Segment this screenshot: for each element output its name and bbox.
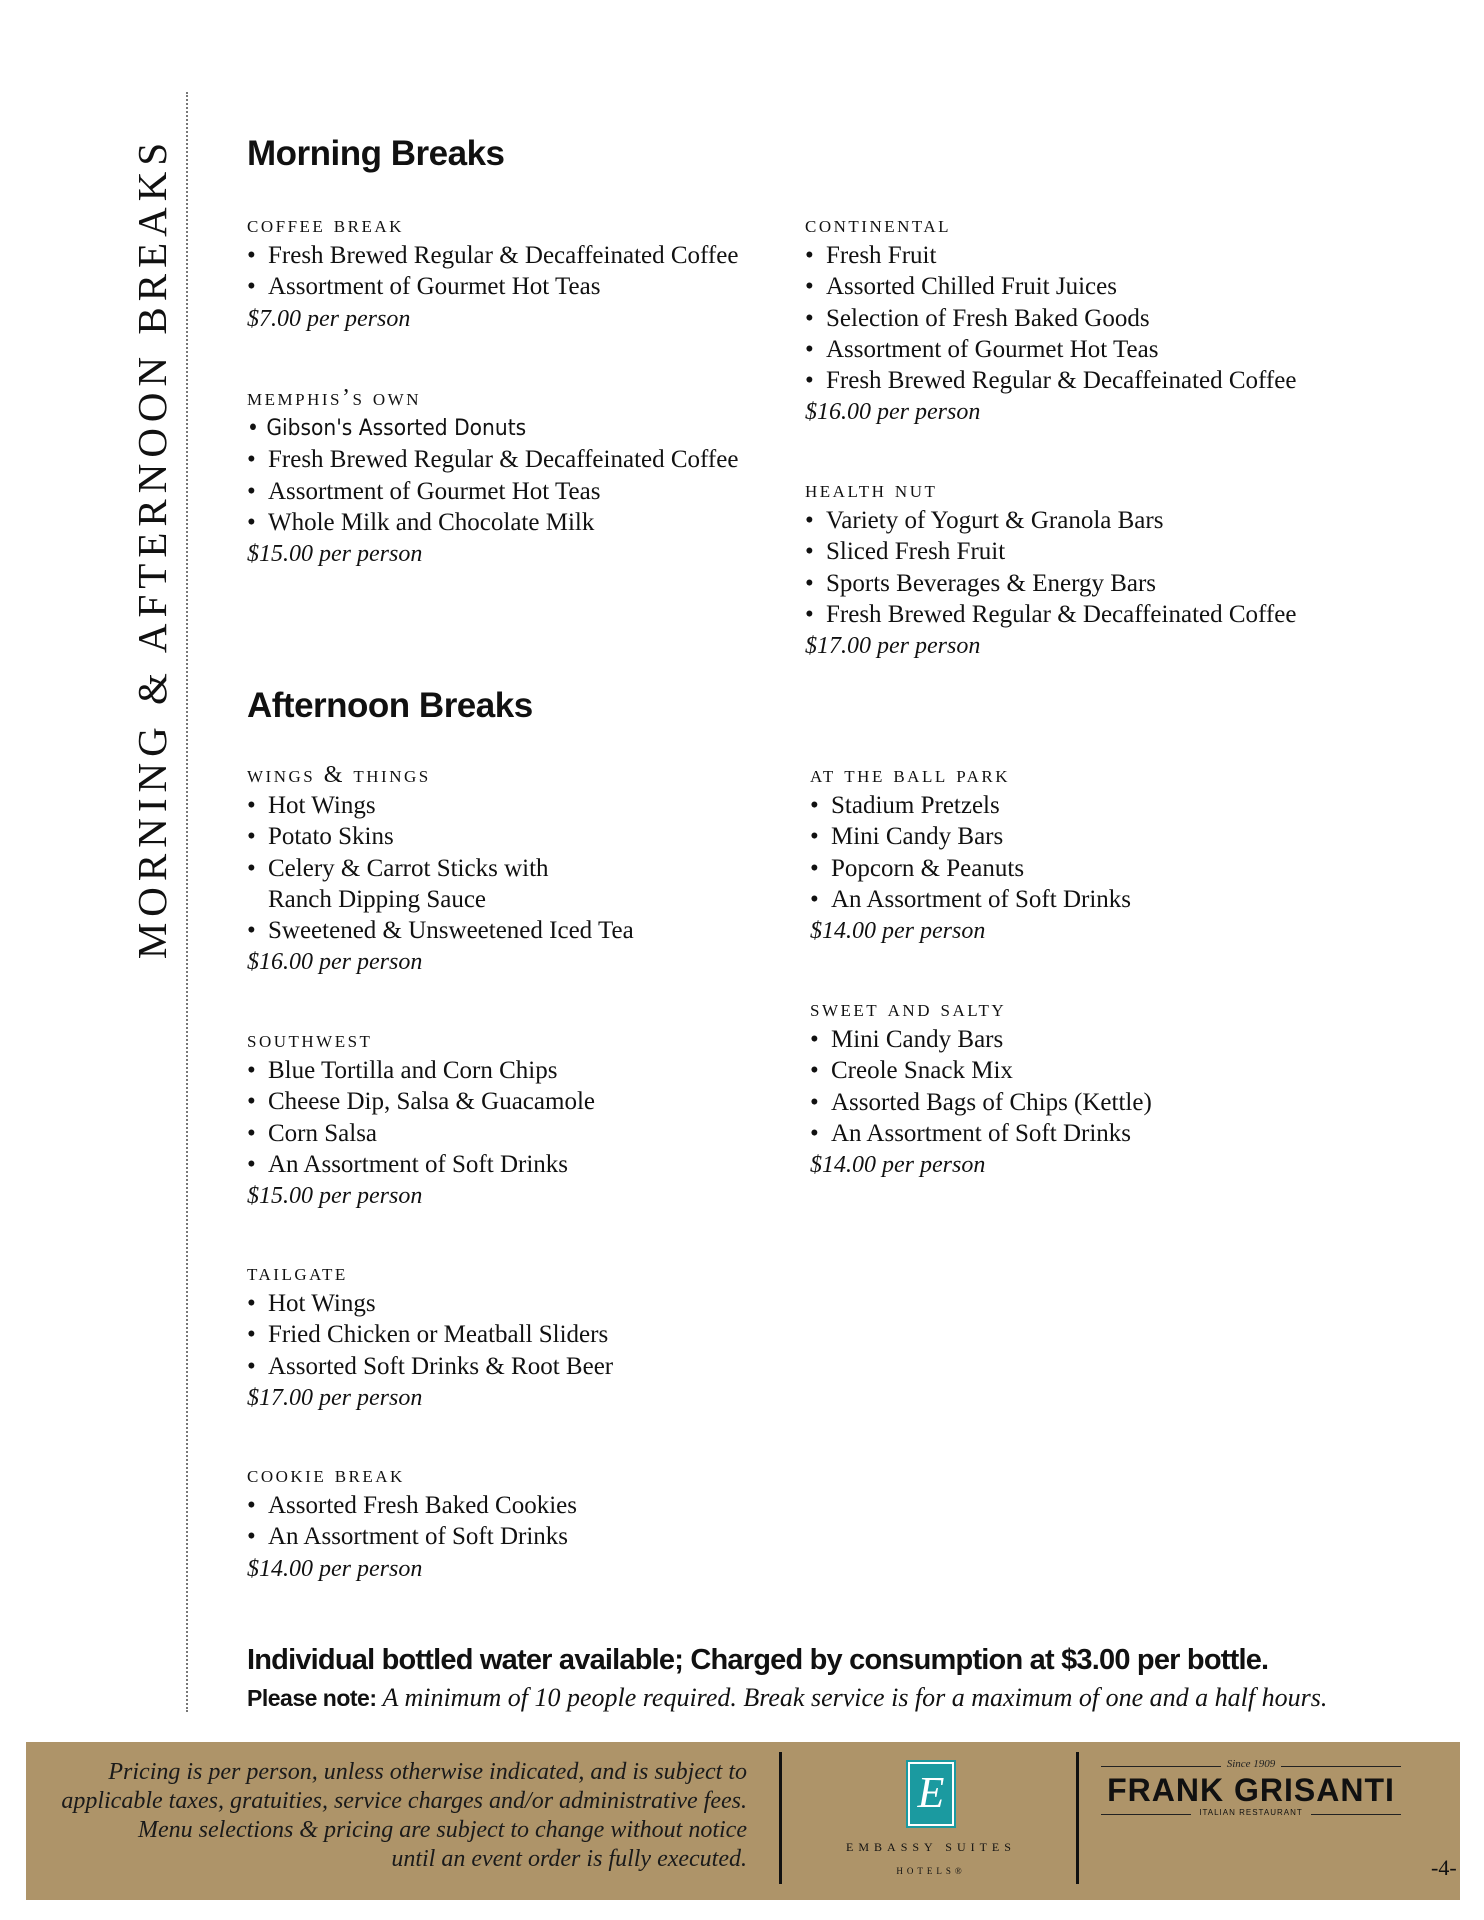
list-item: • An Assortment of Soft Drinks <box>810 1118 1152 1149</box>
list-item: • Assorted Soft Drinks & Root Beer <box>247 1351 613 1382</box>
disclaimer-line: until an event order is fully executed. <box>391 1846 747 1872</box>
price: $17.00 per person <box>805 633 981 660</box>
list-item: • Mini Candy Bars <box>810 821 1131 852</box>
price: $15.00 per person <box>247 541 423 568</box>
list-item: • Corn Salsa <box>247 1118 595 1149</box>
section-title: cookie break <box>247 1462 405 1488</box>
list-item: • Sweetened & Unsweetened Iced Tea <box>247 915 634 946</box>
price: $14.00 per person <box>247 1555 423 1582</box>
footer-divider <box>1076 1752 1079 1884</box>
frank-grisanti-since <box>1101 1758 1401 1770</box>
section-title: sweet and salty <box>810 996 1007 1022</box>
list-item: • Blue Tortilla and Corn Chips <box>247 1055 595 1086</box>
list-item: • Cheese Dip, Salsa & Guacamole <box>247 1086 595 1117</box>
logo-letter: E <box>917 1768 945 1817</box>
restaurant-text: ITALIAN RESTAURANT <box>1191 1808 1311 1817</box>
list-item: • Creole Snack Mix <box>810 1055 1152 1086</box>
list-item: • Mini Candy Bars <box>810 1024 1152 1055</box>
list-item: • An Assortment of Soft Drinks <box>247 1149 595 1180</box>
disclaimer-line: Pricing is per person, unless otherwise indicated, and is subject to <box>108 1759 747 1785</box>
please-note-text: A minimum of 10 people required. Break service is for a maximum of one and a half hours. <box>376 1683 1328 1712</box>
list-item: • Gibson's Assorted Donuts <box>247 413 699 444</box>
section-continental <box>805 210 1296 428</box>
section-title: southwest <box>247 1027 373 1053</box>
frank-grisanti-sub <box>1101 1808 1401 1817</box>
list-item: • Assortment of Gourmet Hot Teas <box>247 476 738 507</box>
list-item: • Hot Wings <box>247 790 634 821</box>
section-wings <box>247 760 634 978</box>
list-item: • Assortment of Gourmet Hot Teas <box>247 271 738 302</box>
section-memphis <box>247 383 738 570</box>
list-item: • Assortment of Gourmet Hot Teas <box>805 334 1296 365</box>
morning-heading: Morning Breaks <box>247 134 505 173</box>
list-item: • Sports Beverages & Energy Bars <box>805 568 1296 599</box>
section-coffee-break <box>247 210 738 335</box>
list-item-continuation: Ranch Dipping Sauce <box>268 885 487 913</box>
list-item: • Stadium Pretzels <box>810 790 1131 821</box>
section-cookie-break <box>247 1460 577 1585</box>
list-item: • Hot Wings <box>247 1288 613 1319</box>
list-item: • Fresh Brewed Regular & Decaffeinated Coffee <box>805 599 1296 630</box>
embassy-suites-logo <box>908 1762 954 1826</box>
footer-divider <box>779 1752 782 1884</box>
section-health-nut <box>805 475 1296 662</box>
list-item: • Variety of Yogurt & Granola Bars <box>805 505 1296 536</box>
list-item: • Sliced Fresh Fruit <box>805 536 1296 567</box>
price: $16.00 per person <box>247 949 423 976</box>
price: $14.00 per person <box>810 918 986 945</box>
afternoon-heading: Afternoon Breaks <box>247 686 533 725</box>
list-item: • Fresh Fruit <box>805 240 1296 271</box>
list-item: • Selection of Fresh Baked Goods <box>805 303 1296 334</box>
please-note-label: Please note: <box>247 1685 377 1711</box>
price: $17.00 per person <box>247 1384 423 1411</box>
section-tailgate <box>247 1258 613 1414</box>
embassy-suites-sub: HOTELS® <box>896 1866 966 1876</box>
embassy-suites-name: EMBASSY SUITES <box>846 1840 1016 1854</box>
since-text: Since 1909 <box>1221 1758 1282 1770</box>
side-title: MORNING & AFTERNOON BREAKS <box>129 136 175 960</box>
section-sweet-salty <box>810 994 1152 1181</box>
footer-band <box>26 1742 1460 1900</box>
section-title: tailgate <box>247 1260 348 1286</box>
section-southwest <box>247 1025 595 1212</box>
list-item: • Fresh Brewed Regular & Decaffeinated Coffee <box>805 365 1296 396</box>
list-item: • Fresh Brewed Regular & Decaffeinated Coffee <box>247 240 738 271</box>
list-item: • Whole Milk and Chocolate Milk <box>247 507 738 538</box>
section-ball-park <box>810 760 1131 947</box>
section-title: at the ball park <box>810 762 1010 788</box>
section-title: health nut <box>805 477 938 503</box>
list-item: • Celery & Carrot Sticks with <box>247 853 634 884</box>
water-note: Individual bottled water available; Charged by consumption at $3.00 per bottle. <box>247 1644 1269 1676</box>
section-title: continental <box>805 212 952 238</box>
list-item: • Fresh Brewed Regular & Decaffeinated Coffee <box>247 444 738 475</box>
list-item: • Assorted Chilled Fruit Juices <box>805 271 1296 302</box>
frank-grisanti-logo: FRANK GRISANTI <box>1107 1772 1395 1808</box>
price: $7.00 per person <box>247 305 411 332</box>
pricing-disclaimer <box>61 1758 747 1874</box>
disclaimer-line: Menu selections & pricing are subject to change without notice <box>138 1817 747 1843</box>
list-item: • An Assortment of Soft Drinks <box>247 1521 577 1552</box>
disclaimer-line: applicable taxes, gratuities, service charges and/or administrative fees. <box>61 1788 747 1814</box>
section-title: memphis’s own <box>247 385 422 411</box>
list-item: • Assorted Fresh Baked Cookies <box>247 1490 577 1521</box>
list-item: • Assorted Bags of Chips (Kettle) <box>810 1087 1152 1118</box>
price: $14.00 per person <box>810 1152 986 1179</box>
list-item: • Fried Chicken or Meatball Sliders <box>247 1319 613 1350</box>
section-title: coffee break <box>247 212 404 238</box>
price: $15.00 per person <box>247 1183 423 1210</box>
list-item: • Popcorn & Peanuts <box>810 853 1131 884</box>
section-title: wings & things <box>247 762 431 788</box>
list-item: • An Assortment of Soft Drinks <box>810 884 1131 915</box>
please-note <box>247 1683 1327 1713</box>
price: $16.00 per person <box>805 399 981 426</box>
list-item: • Potato Skins <box>247 821 634 852</box>
page-number: -4- <box>1431 1855 1457 1880</box>
vertical-divider <box>186 92 188 1712</box>
